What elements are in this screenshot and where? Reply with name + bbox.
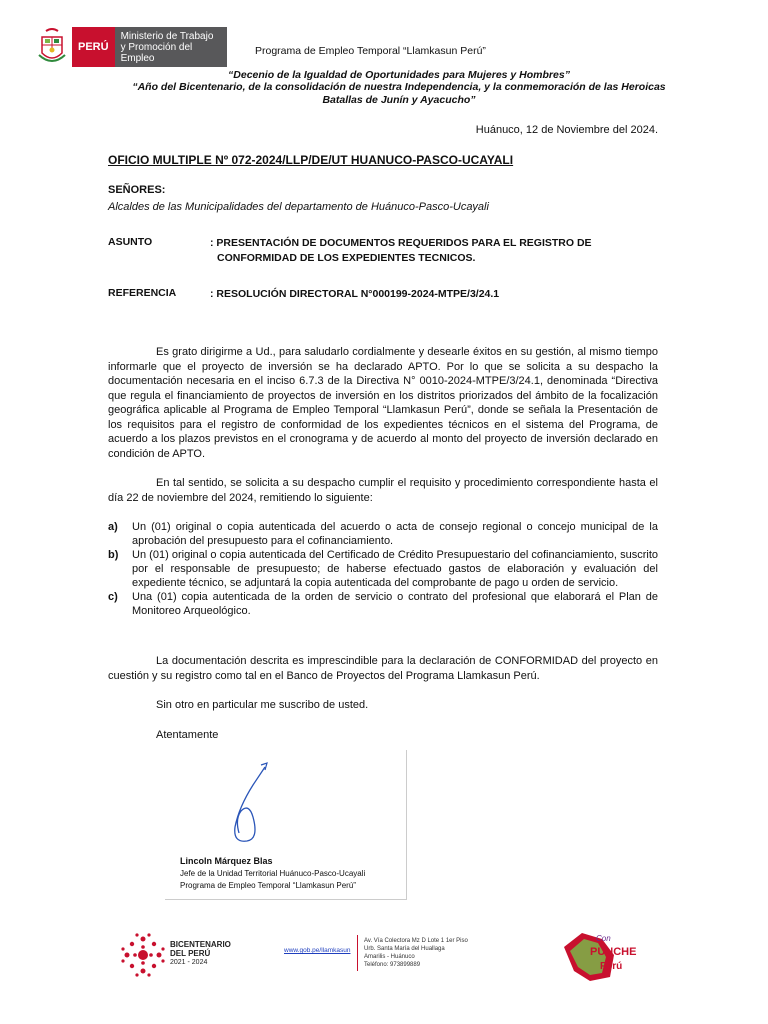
list-item-text: Una (01) copia autenticada de la orden de servicio o contrato del profesional que elaborará el Plan de Monitoreo Arqueológico. — [132, 591, 658, 617]
puche-line3: Perú — [600, 961, 623, 972]
list-item-text: Un (01) original o copia autenticada del acuerdo o acta de consejo regional o concejo municipal de la aprobación del presupuesto para el cofinanciamiento. — [132, 521, 658, 547]
referencia-label: REFERENCIA — [108, 287, 177, 299]
paragraph-1: Es grato dirigirme a Ud., para saludarlo cordialmente y desearle éxitos en su gestión, al mismo tiempo informarle que el proyecto de inversión se ha declarado APTO. Por lo que se solicita a su despacho la documentación necesaria en el inciso 6.7.3 de la Directiva N° 0010-2024-MTPE/3/24.1, denominada “Directiva que regula el financiamiento de proyectos de inversión en los distritos priorizados del ámbito de la focalización geográfica aplicable al Programa de Empleo Temporal “Llamkasun Perú”, donde se señala la Presentación de los requisitos para el registro de conformidad de los expedientes técnicos en el sistema del Programa, de acuerdo a los plazos previstos en el cronograma y de acuerdo al monto del proyecto de inversión declarado en condición de APTO. — [108, 346, 658, 460]
address-line2: Urb. Santa María del Huallaga — [364, 946, 445, 952]
asunto-label: ASUNTO — [108, 236, 153, 248]
bicentenario-line1: BICENTENARIO — [170, 940, 231, 949]
asunto-value — [210, 236, 592, 266]
bicentenario-logo-icon — [118, 930, 168, 980]
decade-motto: “Decenio de la Igualdad de Oportunidades para Mujeres y Hombres” — [228, 69, 570, 81]
year-motto — [0, 81, 768, 107]
bicentenario-text — [170, 940, 231, 967]
addressee: Alcaldes de las Municipalidades del departamento de Huánuco-Pasco-Ucayali — [108, 201, 489, 213]
referencia-value: : RESOLUCIÓN DIRECTORAL N°000199-2024-MTPE/3/24.1 — [210, 288, 500, 300]
address-line3: Amarilis - Huánuco — [364, 954, 415, 960]
document-date: Huánuco, 12 de Noviembre del 2024. — [475, 124, 658, 136]
coat-of-arms-icon — [36, 27, 68, 67]
closing-line: Sin otro en particular me suscribo de usted. — [156, 699, 369, 711]
list-item-text: Un (01) original o copia autenticada del Certificado de Crédito Presupuestario del cofinanciamiento, suscrito por el responsable de presupuesto; de haberse efectuado gastos de elaboración y evaluación del expediente técnico, se adjuntará la copia autenticada del comprobante de pago u orden de servicio. — [132, 549, 658, 589]
signer-role: Jefe de la Unidad Territorial Huánuco-Pasco-Ucayali — [180, 869, 366, 878]
list-item-mark: a) — [108, 521, 118, 533]
oficio-number: OFICIO MULTIPLE Nº 072-2024/LLP/DE/UT HUANUCO-PASCO-UCAYALI — [108, 153, 514, 167]
list-item — [108, 520, 658, 548]
paragraph-3: La documentación descrita es imprescindible para la declaración de CONFORMIDAD del proyecto en cuestión y su registro como tal en el Banco de Proyectos del Programa Llamkasun Perú. — [108, 655, 658, 682]
bicentenario-line2: DEL PERÚ — [170, 949, 211, 958]
logo-peru-label: PERÚ — [72, 27, 115, 67]
year-motto-line1: “Año del Bicentenario, de la consolidación de nuestra Independencia, y la conmemoración de las Heroicas — [132, 81, 666, 93]
logo-ministry-line2: y Promoción del Empleo — [120, 41, 193, 64]
puche-line2: PUNCHE — [590, 946, 637, 958]
closing-salutation: Atentamente — [156, 729, 219, 741]
footer-divider — [357, 935, 358, 971]
ministry-logo — [36, 27, 227, 67]
signer-name: Lincoln Márquez Blas — [180, 856, 273, 866]
year-motto-line2: Batallas de Junín y Ayacucho” — [322, 94, 476, 106]
bicentenario-years: 2021 - 2024 — [170, 959, 208, 966]
logo-ministry-line1: Ministerio de Trabajo — [120, 30, 214, 42]
footer-address — [364, 937, 468, 969]
list-item — [108, 548, 658, 590]
asunto-line2: CONFORMIDAD DE LOS EXPEDIENTES TECNICOS. — [217, 252, 476, 264]
address-phone: Teléfono: 973899889 — [364, 962, 421, 968]
list-item-mark: c) — [108, 591, 118, 603]
paragraph-2: En tal sentido, se solicita a su despacho cumplir el requisito y procedimiento correspondiente hasta el día 22 de noviembre del 2024, remitiendo lo siguiente: — [108, 477, 658, 504]
asunto-line1: : PRESENTACIÓN DE DOCUMENTOS REQUERIDOS PARA EL REGISTRO DE — [210, 237, 592, 249]
website-link[interactable]: www.gob.pe/llamkasun — [284, 947, 351, 954]
con-punche-peru-logo-icon — [560, 925, 640, 985]
requirements-list — [108, 520, 658, 618]
signature-block — [165, 750, 407, 900]
senores-label: SEÑORES: — [108, 184, 166, 196]
puche-line1: Con — [596, 934, 611, 943]
list-item — [108, 590, 658, 618]
list-item-mark: b) — [108, 549, 119, 561]
program-title: Programa de Empleo Temporal “Llamkasun Perú” — [255, 45, 486, 57]
logo-ministry-label — [115, 27, 227, 67]
handwritten-signature-icon — [195, 755, 315, 855]
signer-program: Programa de Empleo Temporal “Llamkasun Perú” — [180, 881, 356, 890]
address-line1: Av. Vía Colectora Mz D Lote 1 1er Piso — [364, 938, 468, 944]
